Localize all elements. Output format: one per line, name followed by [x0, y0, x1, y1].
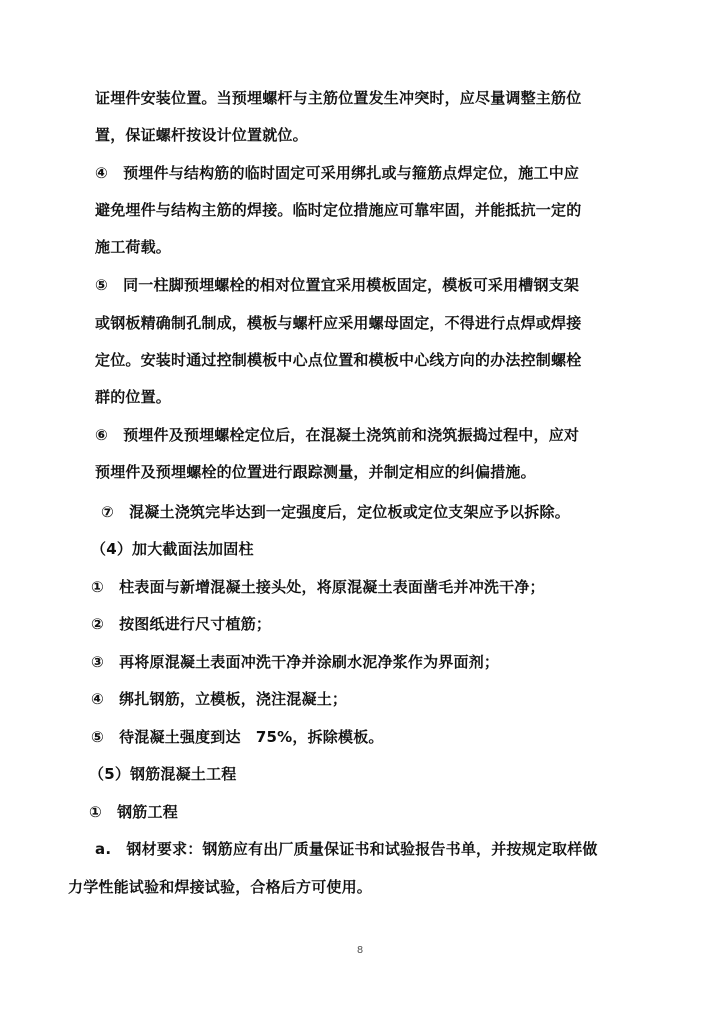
text-line-2: 置，保证螺杆按设计位置就位。: [95, 126, 308, 144]
subsection-heading-1: ① 钢筋工程: [89, 803, 178, 821]
text-line-18: ⑤ 待混凝土强度到达 75%，拆除模板。: [91, 728, 384, 746]
text-line-10: ⑥ 预埋件及预埋螺栓定位后，在混凝土浇筑前和浇筑振捣过程中，应对: [95, 426, 580, 444]
text-line-5: 施工荷载。: [95, 238, 172, 256]
text-line-4: 避免埋件与结构主筋的焊接。临时定位措施应可靠牢固，并能抵抗一定的: [95, 201, 582, 219]
section-heading-5: （5）钢筋混凝土工程: [89, 765, 237, 783]
text-line-3: ④ 预埋件与结构筋的临时固定可采用绑扎或与箍筋点焊定位，施工中应: [95, 164, 580, 182]
page-number: 8: [356, 945, 364, 956]
text-line-1: 证埋件安装位置。当预埋螺杆与主筋位置发生冲突时，应尽量调整主筋位: [95, 89, 582, 107]
text-line-6: ⑤ 同一柱脚预埋螺栓的相对位置宜采用模板固定，模板可采用槽钢支架: [95, 276, 580, 294]
text-line-9: 群的位置。: [95, 388, 172, 406]
text-line-17: ④ 绑扎钢筋，立模板，浇注混凝土；: [91, 690, 348, 708]
text-line-14: ① 柱表面与新增混凝土接头处，将原混凝土表面凿毛并冲洗干净；: [91, 578, 545, 596]
section-heading-4: （4）加大截面法加固柱: [91, 540, 254, 558]
text-line-21: a. 钢材要求：钢筋应有出厂质量保证书和试验报告书单，并按规定取样做: [95, 840, 598, 858]
text-line-16: ③ 再将原混凝土表面冲洗干净并涂刷水泥净浆作为界面剂；: [91, 653, 500, 671]
text-line-15: ② 按图纸进行尺寸植筋；: [91, 615, 272, 633]
text-line-8: 定位。安装时通过控制模板中心点位置和模板中心线方向的办法控制螺栓: [95, 351, 582, 369]
text-line-7: 或钢板精确制孔制成，模板与螺杆应采用螺母固定，不得进行点焊或焊接: [95, 314, 582, 332]
text-line-12: ⑦ 混凝土浇筑完毕达到一定强度后，定位板或定位支架应予以拆除。: [101, 503, 570, 521]
text-line-22: 力学性能试验和焊接试验，合格后方可使用。: [68, 878, 373, 896]
text-line-11: 预埋件及预埋螺栓的位置进行跟踪测量，并制定相应的纠偏措施。: [95, 463, 536, 481]
